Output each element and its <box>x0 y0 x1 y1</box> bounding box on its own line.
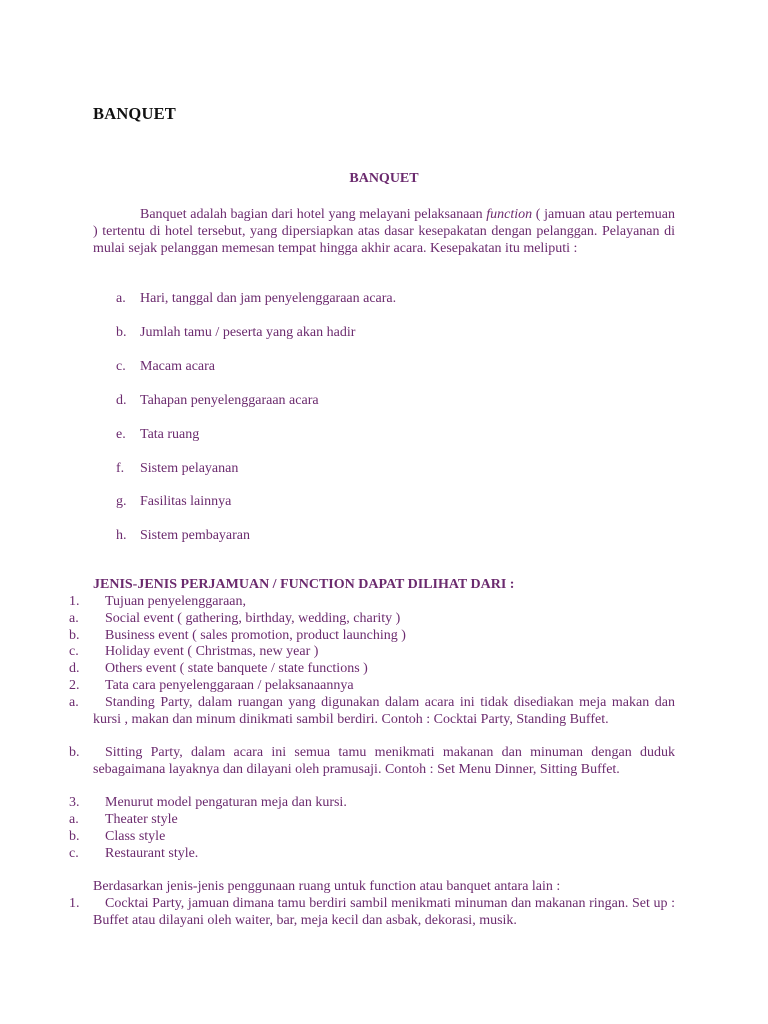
list-marker: 1. <box>69 896 80 911</box>
list-item <box>116 460 238 477</box>
list-marker: d. <box>69 661 80 676</box>
types-heading: JENIS-JENIS PERJAMUAN / FUNCTION DAPAT DILIHAT DARI : <box>93 577 515 592</box>
list-item <box>116 493 231 510</box>
list-text: Sistem pelayanan <box>140 461 239 476</box>
list-text: Tata cara penyelenggaraan / pelaksanaannya <box>105 678 354 693</box>
list-text: Sistem pembayaran <box>140 528 251 543</box>
list-text: Theater style <box>105 812 178 827</box>
list-text: Tahapan penyelenggaraan acara <box>140 393 319 408</box>
list-text: Restaurant style. <box>105 846 199 861</box>
list-item <box>116 358 215 375</box>
list-marker: b. <box>69 829 80 844</box>
list-marker: 2. <box>69 678 80 693</box>
list-marker: g. <box>116 494 127 509</box>
list-text: Holiday event ( Christmas, new year ) <box>105 644 319 659</box>
list-marker: f. <box>116 461 125 476</box>
list-marker: c. <box>69 846 79 861</box>
list-marker: b. <box>116 325 127 340</box>
list-item <box>116 290 396 307</box>
list-item <box>116 324 355 341</box>
intro-text-after: ( jamuan atau pertemuan ) tertentu di hotel tersebut, yang dipersiapkan atas dasar kesepakatan dengan pelanggan. Pelayanan di mulai sejak pelanggan memesan tempat hingga akhir acara. Kesepakatan itu meliputi : <box>93 207 675 256</box>
list-marker: a. <box>69 611 79 626</box>
list-text: Menurut model pengaturan meja dan kursi. <box>105 795 347 810</box>
list-marker: 3. <box>69 795 80 810</box>
list-marker: d. <box>116 393 127 408</box>
list-marker: a. <box>69 812 79 827</box>
list-text: Sitting Party, dalam acara ini semua tamu menikmati makanan dan minuman dengan duduk sebagaimana layaknya dan dilayani oleh pramusaji. Contoh : Set Menu Dinner, Sitting Buffet. <box>93 745 675 777</box>
list-marker: e. <box>116 427 126 442</box>
intro-text-italic: function <box>486 207 533 222</box>
list-text: Tujuan penyelenggaraan, <box>105 594 246 609</box>
usage-intro: Berdasarkan jenis-jenis penggunaan ruang untuk function atau banquet antara lain : <box>93 879 561 894</box>
list-marker: a. <box>116 291 126 306</box>
list-marker: c. <box>116 359 126 374</box>
section-title: BANQUET <box>349 171 419 186</box>
list-text: Tata ruang <box>140 427 200 442</box>
list-item <box>116 392 319 409</box>
list-text: Class style <box>105 829 166 844</box>
document-heading: BANQUET <box>93 104 176 123</box>
list-text: Hari, tanggal dan jam penyelenggaraan acara. <box>140 291 397 306</box>
list-marker: b. <box>69 745 80 760</box>
intro-paragraph <box>93 207 675 257</box>
list-item <box>116 527 250 544</box>
list-text: Cocktai Party, jamuan dimana tamu berdiri sambil menikmati minuman dan makanan ringan. Set up : Buffet atau dilayani oleh waiter, bar, meja kecil dan asbak, dekorasi, musik. <box>93 896 675 928</box>
list-text: Fasilitas lainnya <box>140 494 232 509</box>
list-marker: a. <box>69 695 79 710</box>
list-text: Others event ( state banquete / state functions ) <box>105 661 368 676</box>
list-marker: c. <box>69 644 79 659</box>
list-text: Standing Party, dalam ruangan yang digunakan dalam acara ini tidak disediakan meja makan dan kursi , makan dan minum dinikmati sambil berdiri. Contoh : Cocktai Party, Standing Buffet. <box>93 695 675 727</box>
list-text: Macam acara <box>140 359 215 374</box>
list-text: Business event ( sales promotion, product launching ) <box>105 628 406 643</box>
list-text: Social event ( gathering, birthday, wedding, charity ) <box>105 611 401 626</box>
list-marker: b. <box>69 628 80 643</box>
list-item <box>116 426 199 443</box>
list-marker: 1. <box>69 594 80 609</box>
list-marker: h. <box>116 528 127 543</box>
intro-text-before: Banquet adalah bagian dari hotel yang melayani pelaksanaan <box>140 207 487 222</box>
list-text: Jumlah tamu / peserta yang akan hadir <box>140 325 356 340</box>
